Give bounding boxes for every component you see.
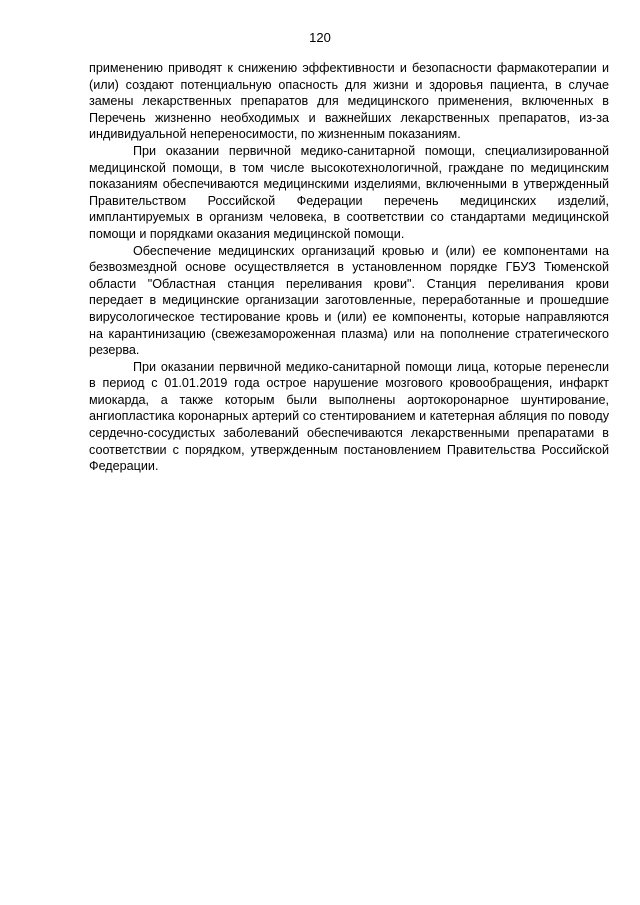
paragraph-continuation: применению приводят к снижению эффективности и безопасности фармакотерапии и (или) создают потенциальную опасность для жизни и здоровья пациента, в случае замены лекарственных препаратов для медицинского применения, включенных в Перечень жизненно необходимых и важнейших лекарственных препаратов, из-за индивидуальной непереносимости, по жизненным показаниям. (89, 61, 609, 142)
page-number: 120 (309, 30, 331, 45)
paragraph-cardiovascular-patients: При оказании первичной медико-санитарной помощи лица, которые перенесли в период с 01.01.2019 года острое нарушение мозгового кровообращения, инфаркт миокарда, а также которым были выполнены аортокоронарное шунтирование, ангиопластика коронарных артерий со стентированием и катетерная абляция по поводу сердечно-сосудистых заболеваний обеспечиваются лекарственными препаратами в соответствии с порядком, утвержденным постановлением Правительства Российской Федерации. (89, 359, 609, 474)
paragraph-blood-supply: Обеспечение медицинских организаций кровью и (или) ее компонентами на безвозмездной основе осуществляется в установленном порядке ГБУЗ Тюменской области "Областная станция переливания крови". Станция переливания крови передает в медицинские организации заготовленные, переработанные и прошедшие вирусологическое тестирование кровь и (или) ее компоненты, которые направляются на карантинизацию (свежезамороженная плазма) или на пополнение стратегического резерва. (89, 243, 609, 358)
document-body (89, 60, 609, 475)
paragraph-medical-devices: При оказании первичной медико-санитарной помощи, специализированной медицинской помощи, в том числе высокотехнологичной, граждане по медицинским показаниям обеспечиваются медицинскими изделиями, включенными в утвержденный Правительством Российской Федерации перечень медицинских изделий, имплантируемых в организм человека, в соответствии со стандартами медицинской помощи и порядками оказания медицинской помощи. (89, 143, 609, 241)
